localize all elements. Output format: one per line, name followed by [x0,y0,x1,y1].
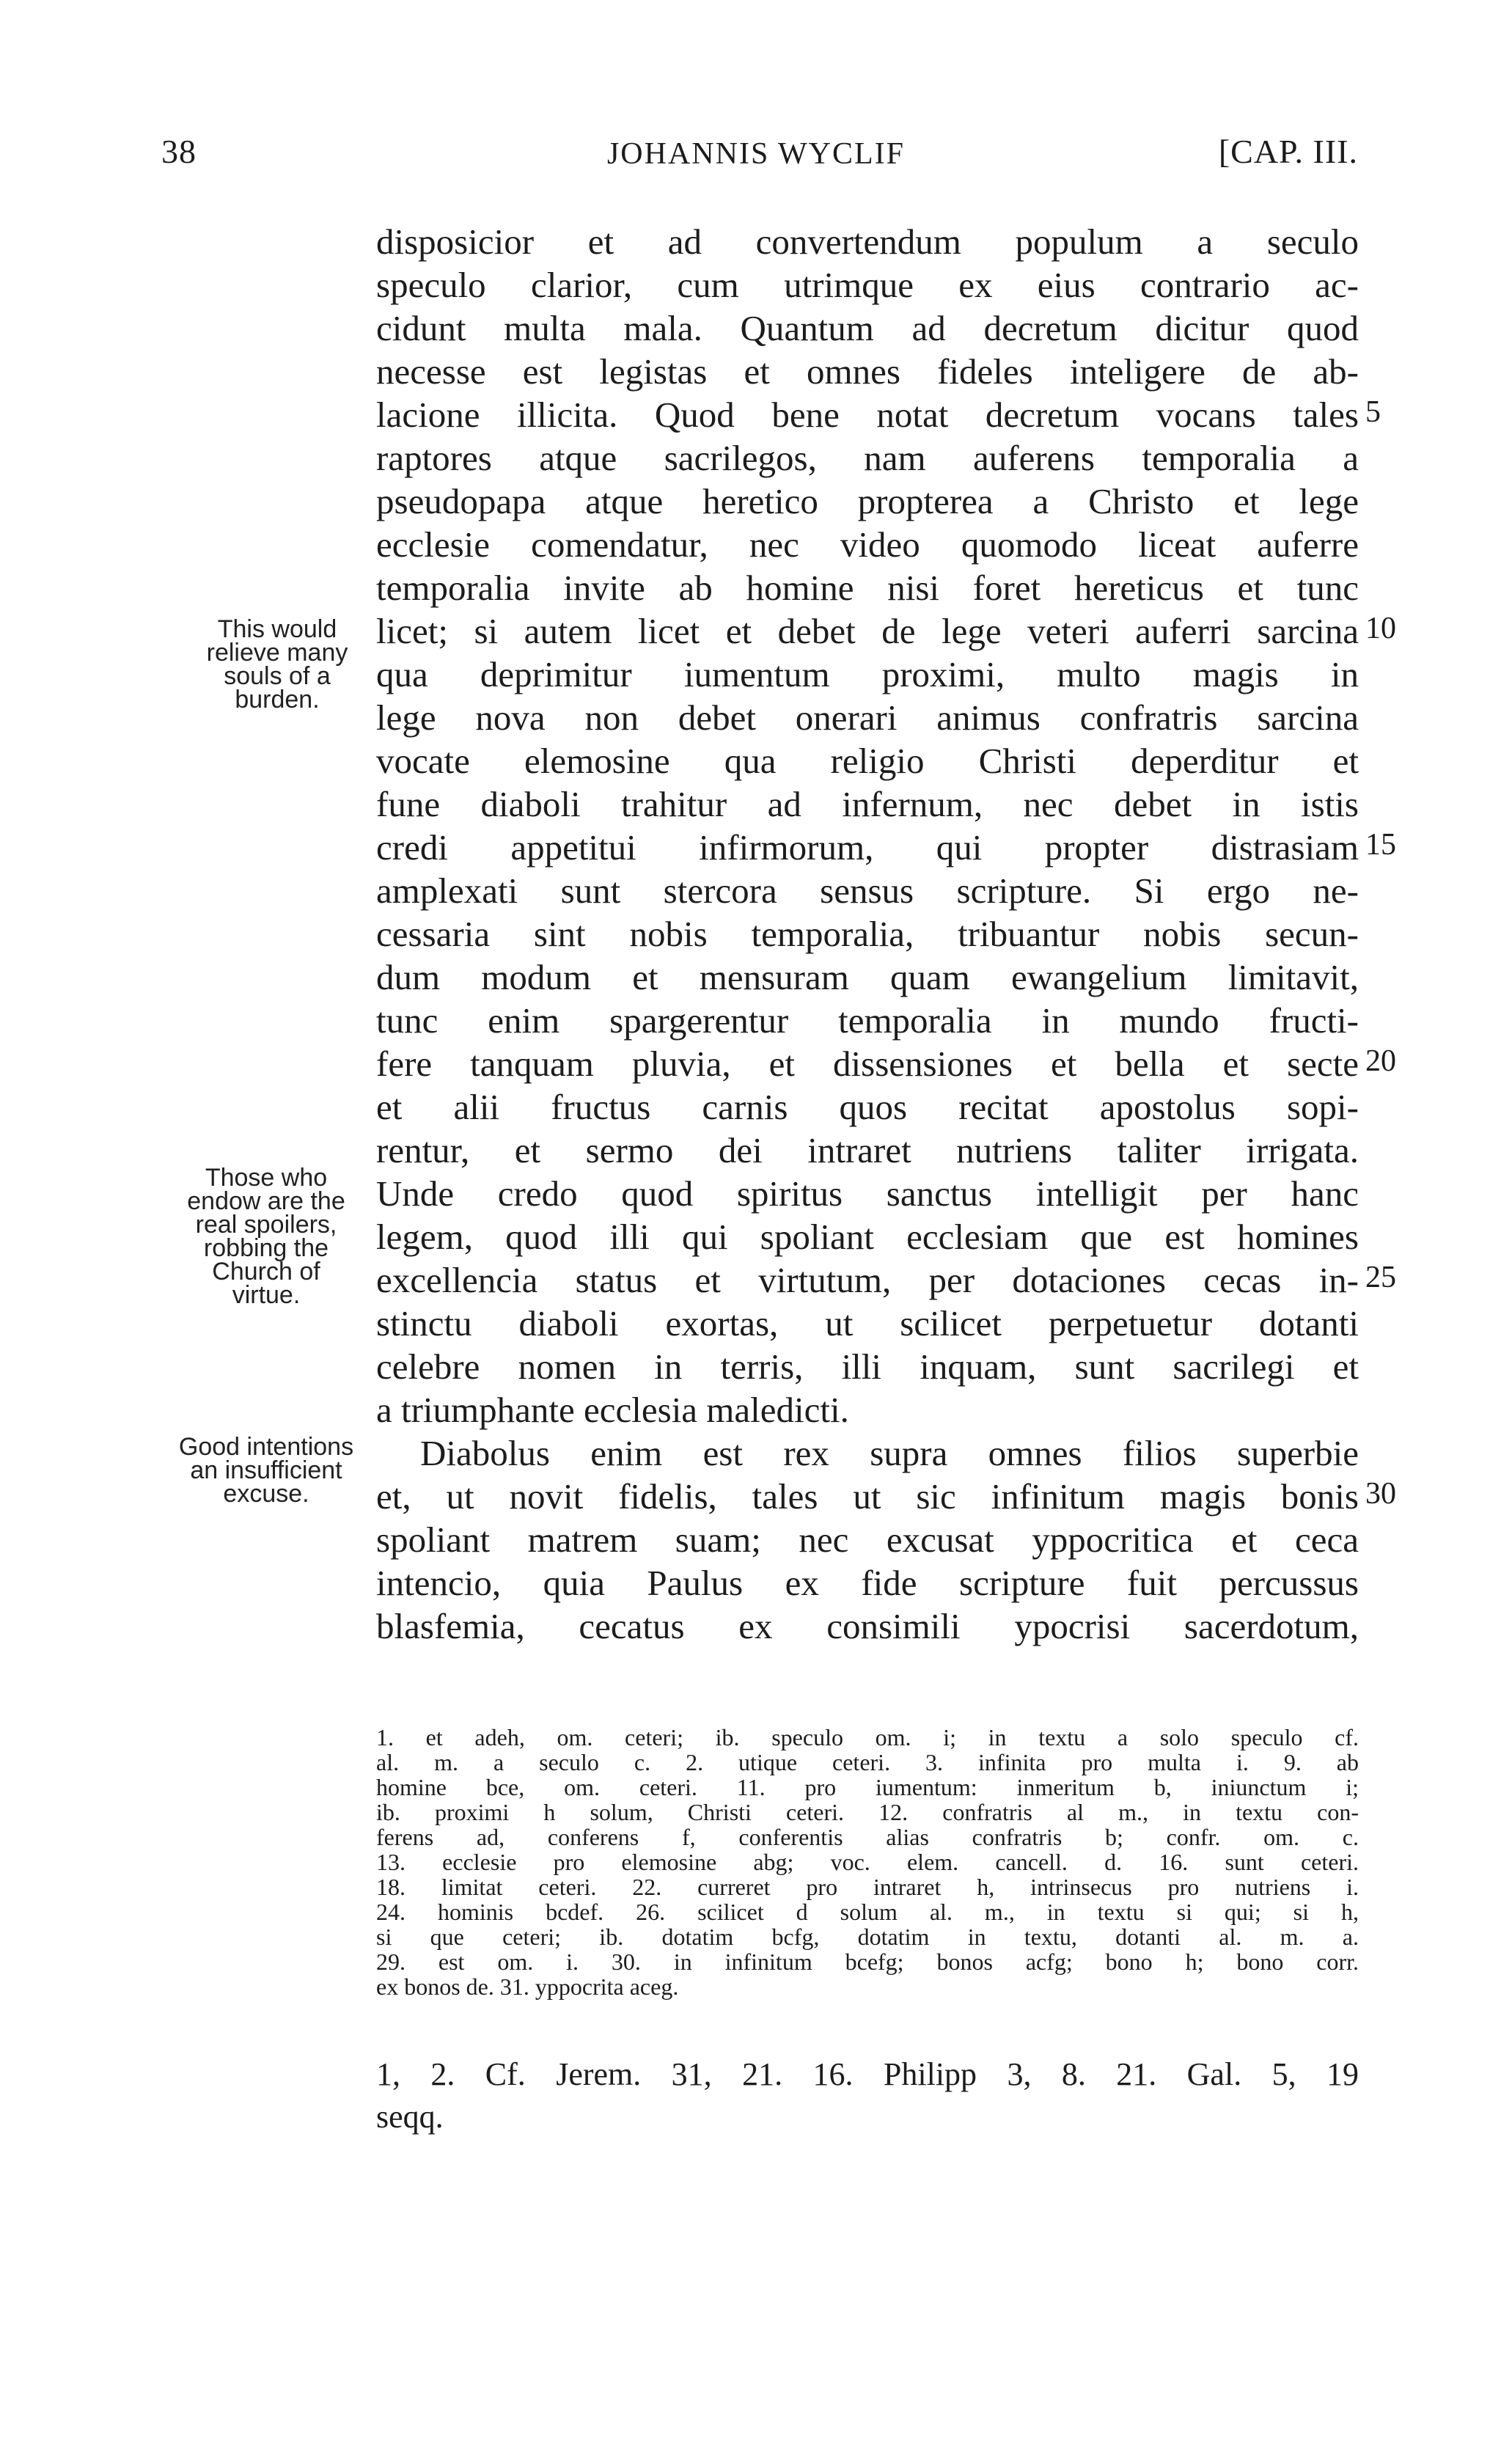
footnote-line: 18. limitat ceteri. 22. curreret pro intraret h, intrinsecus pro nutriens i. [376,1874,1359,1900]
side-note-line: Church of [212,1258,320,1286]
side-note-line: endow are the [187,1187,345,1215]
text-line: intencio, quia Paulus ex fide scripture fuit percussus [376,1563,1359,1603]
side-note [156,1166,376,1307]
footnote-line: 13. ecclesie pro elemosine abg; voc. elem. cancell. d. 16. sunt ceteri. [376,1849,1359,1875]
text-line: excellencia status et virtutum, per dotaciones cecas in- [376,1260,1359,1300]
chapter-heading: [CAP. III. [1218,133,1358,170]
side-note [156,1435,376,1506]
footnote-line: 1. et adeh, om. ceteri; ib. speculo om. i; in textu a solo speculo cf. [376,1724,1359,1750]
text-line: ecclesie comendatur, nec video quomodo liceat auferre [376,524,1359,565]
text-line: qua deprimitur iumentum proximi, multo magis in [376,654,1359,694]
footnote-line: 24. hominis bcdef. 26. scilicet d solum al. m., in textu si qui; si h, [376,1899,1359,1925]
side-note-line: This would [217,615,337,643]
footnote-line: ib. proximi h solum, Christi ceteri. 12. confratris al m., in textu con- [376,1799,1359,1825]
footnote-line: homine bce, om. ceteri. 11. pro iumentum: inmeritum b, iniunctum i; [376,1774,1359,1800]
text-line: spoliant matrem suam; nec excusat yppocritica et ceca [376,1519,1359,1560]
side-note-line: souls of a [224,662,331,690]
running-title: JOHANNIS WYCLIF [606,137,906,171]
text-line: celebre nomen in terris, illi inquam, sunt sacrilegi et [376,1346,1359,1387]
page-number: 38 [161,133,197,170]
text-line: licet; si autem licet et debet de lege veteri auferri sarcina [376,611,1359,651]
text-line: disposicior et ad convertendum populum a seculo [376,221,1359,262]
text-line: vocate elemosine qua religio Christi deperditur et [376,741,1359,781]
text-line: blasfemia, cecatus ex consimili ypocrisi sacerdotum, [376,1606,1359,1646]
text-line: cidunt multa mala. Quantum ad decretum dicitur quod [376,308,1359,348]
text-line: lacione illicita. Quod bene notat decretum vocans tales [376,395,1359,435]
text-line: necesse est legistas et omnes fideles inteligere de ab- [376,351,1359,392]
text-line: legem, quod illi qui spoliant ecclesiam que est homines [376,1217,1359,1257]
line-number: 5 [1365,395,1381,429]
footnote-line: si que ceteri; ib. dotatim bcfg, dotatim in textu, dotanti al. m. a. [376,1924,1359,1950]
text-line: amplexati sunt stercora sensus scripture. Si ergo ne- [376,870,1359,911]
text-line: a triumphante ecclesia maledicti. [376,1390,849,1430]
text-line: stinctu diaboli exortas, ut scilicet perpetuetur dotanti [376,1303,1359,1343]
text-line: tunc enim spargerentur temporalia in mundo fructi- [376,1000,1359,1041]
reference-line: 1, 2. Cf. Jerem. 31, 21. 16. Philipp 3, 8. 21. Gal. 5, 19 [376,2056,1359,2092]
text-line: cessaria sint nobis temporalia, tribuantur nobis secun- [376,914,1359,954]
text-line: fere tanquam pluvia, et dissensiones et bella et secte [376,1044,1359,1084]
side-note-line: relieve many [206,639,348,667]
text-line: credi appetitui infirmorum, qui propter distrasiam [376,827,1359,868]
text-line: dum modum et mensuram quam ewangelium limitavit, [376,957,1359,997]
side-note-line: virtue. [232,1281,301,1309]
side-note-line: robbing the [203,1234,329,1262]
reference-line: seqq. [376,2099,444,2135]
text-line: Unde credo quod spiritus sanctus intelligit per hanc [376,1173,1359,1214]
text-line: pseudopapa atque heretico propterea a Christo et lege [376,481,1359,521]
footnote-line: al. m. a seculo c. 2. utique ceteri. 3. infinita pro multa i. 9. ab [376,1749,1359,1775]
text-line: raptores atque sacrilegos, nam auferens temporalia a [376,438,1359,478]
text-line: et alii fructus carnis quos recitat apostolus sopi- [376,1087,1359,1127]
line-number: 15 [1365,828,1396,862]
side-note-line: burden. [235,686,320,714]
footnote-line: 29. est om. i. 30. in infinitum bcefg; bonos acfg; bono h; bono corr. [376,1948,1359,1975]
line-number: 10 [1365,612,1396,645]
text-line: lege nova non debet onerari animus confratris sarcina [376,697,1359,738]
line-number: 25 [1365,1261,1396,1294]
line-number: 30 [1365,1477,1396,1511]
footnote-line: ex bonos de. 31. yppocrita aceg. [376,1973,679,2000]
text-line: speculo clarior, cum utrimque ex eius contrario ac- [376,265,1359,305]
side-note-line: Those who [205,1164,328,1192]
text-line: Diabolus enim est rex supra omnes filios superbie [420,1433,1359,1473]
text-line: fune diaboli trahitur ad infernum, nec debet in istis [376,784,1359,824]
side-note-line: excuse. [223,1480,309,1508]
text-line: rentur, et sermo dei intraret nutriens taliter irrigata. [376,1130,1359,1170]
side-note [167,615,387,714]
side-note-line: an insufficient [190,1456,342,1484]
side-note-line: real spoilers, [195,1211,337,1239]
text-line: temporalia invite ab homine nisi foret hereticus et tunc [376,568,1359,608]
line-number: 20 [1365,1044,1396,1078]
side-note-line: Good intentions [178,1433,354,1461]
text-line: et, ut novit fidelis, tales ut sic infinitum magis bonis [376,1476,1359,1517]
footnote-line: ferens ad, conferens f, conferentis alias confratris b; confr. om. c. [376,1824,1359,1850]
